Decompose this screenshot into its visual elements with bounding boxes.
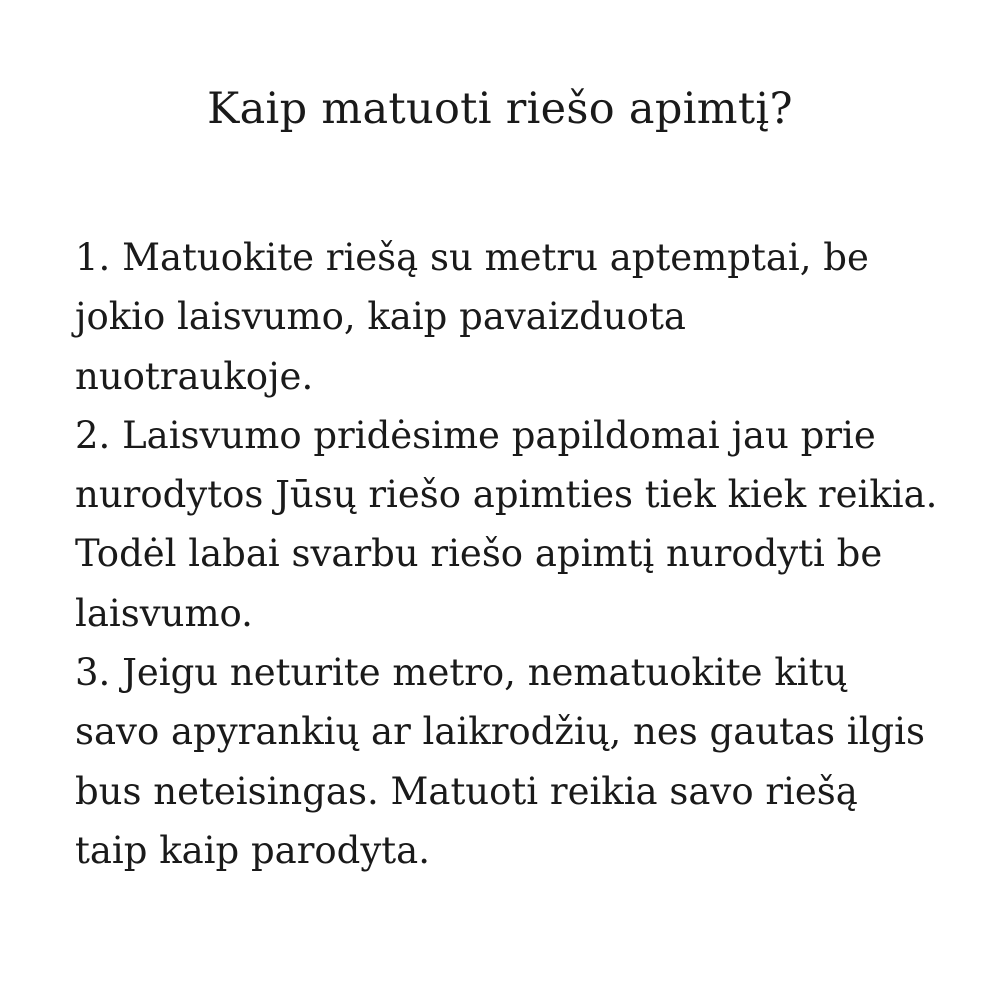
text-line: nuotraukoje. — [75, 354, 314, 398]
text-line: bus neteisingas. Matuoti reikia savo riešą — [75, 769, 858, 813]
text-line: Todėl labai svarbu riešo apimtį nurodyti be — [75, 532, 883, 576]
text-line: 3. Jeigu neturite metro, nematuokite kitų — [75, 651, 848, 695]
text-line: nurodytos Jūsų riešo apimties tiek kiek reikia. — [75, 473, 938, 517]
instructions-text — [75, 228, 975, 880]
text-line: jokio laisvumo, kaip pavaizduota — [75, 295, 686, 339]
text-line: laisvumo. — [75, 591, 253, 635]
text-line: taip kaip parodyta. — [75, 828, 430, 872]
text-line: 2. Laisvumo pridėsime papildomai jau prie — [75, 413, 876, 457]
text-line: savo apyrankių ar laikrodžių, nes gautas ilgis — [75, 710, 925, 754]
page-title: Kaip matuoti riešo apimtį? — [207, 84, 793, 134]
text-line: 1. Matuokite riešą su metru aptemptai, be — [75, 236, 869, 279]
